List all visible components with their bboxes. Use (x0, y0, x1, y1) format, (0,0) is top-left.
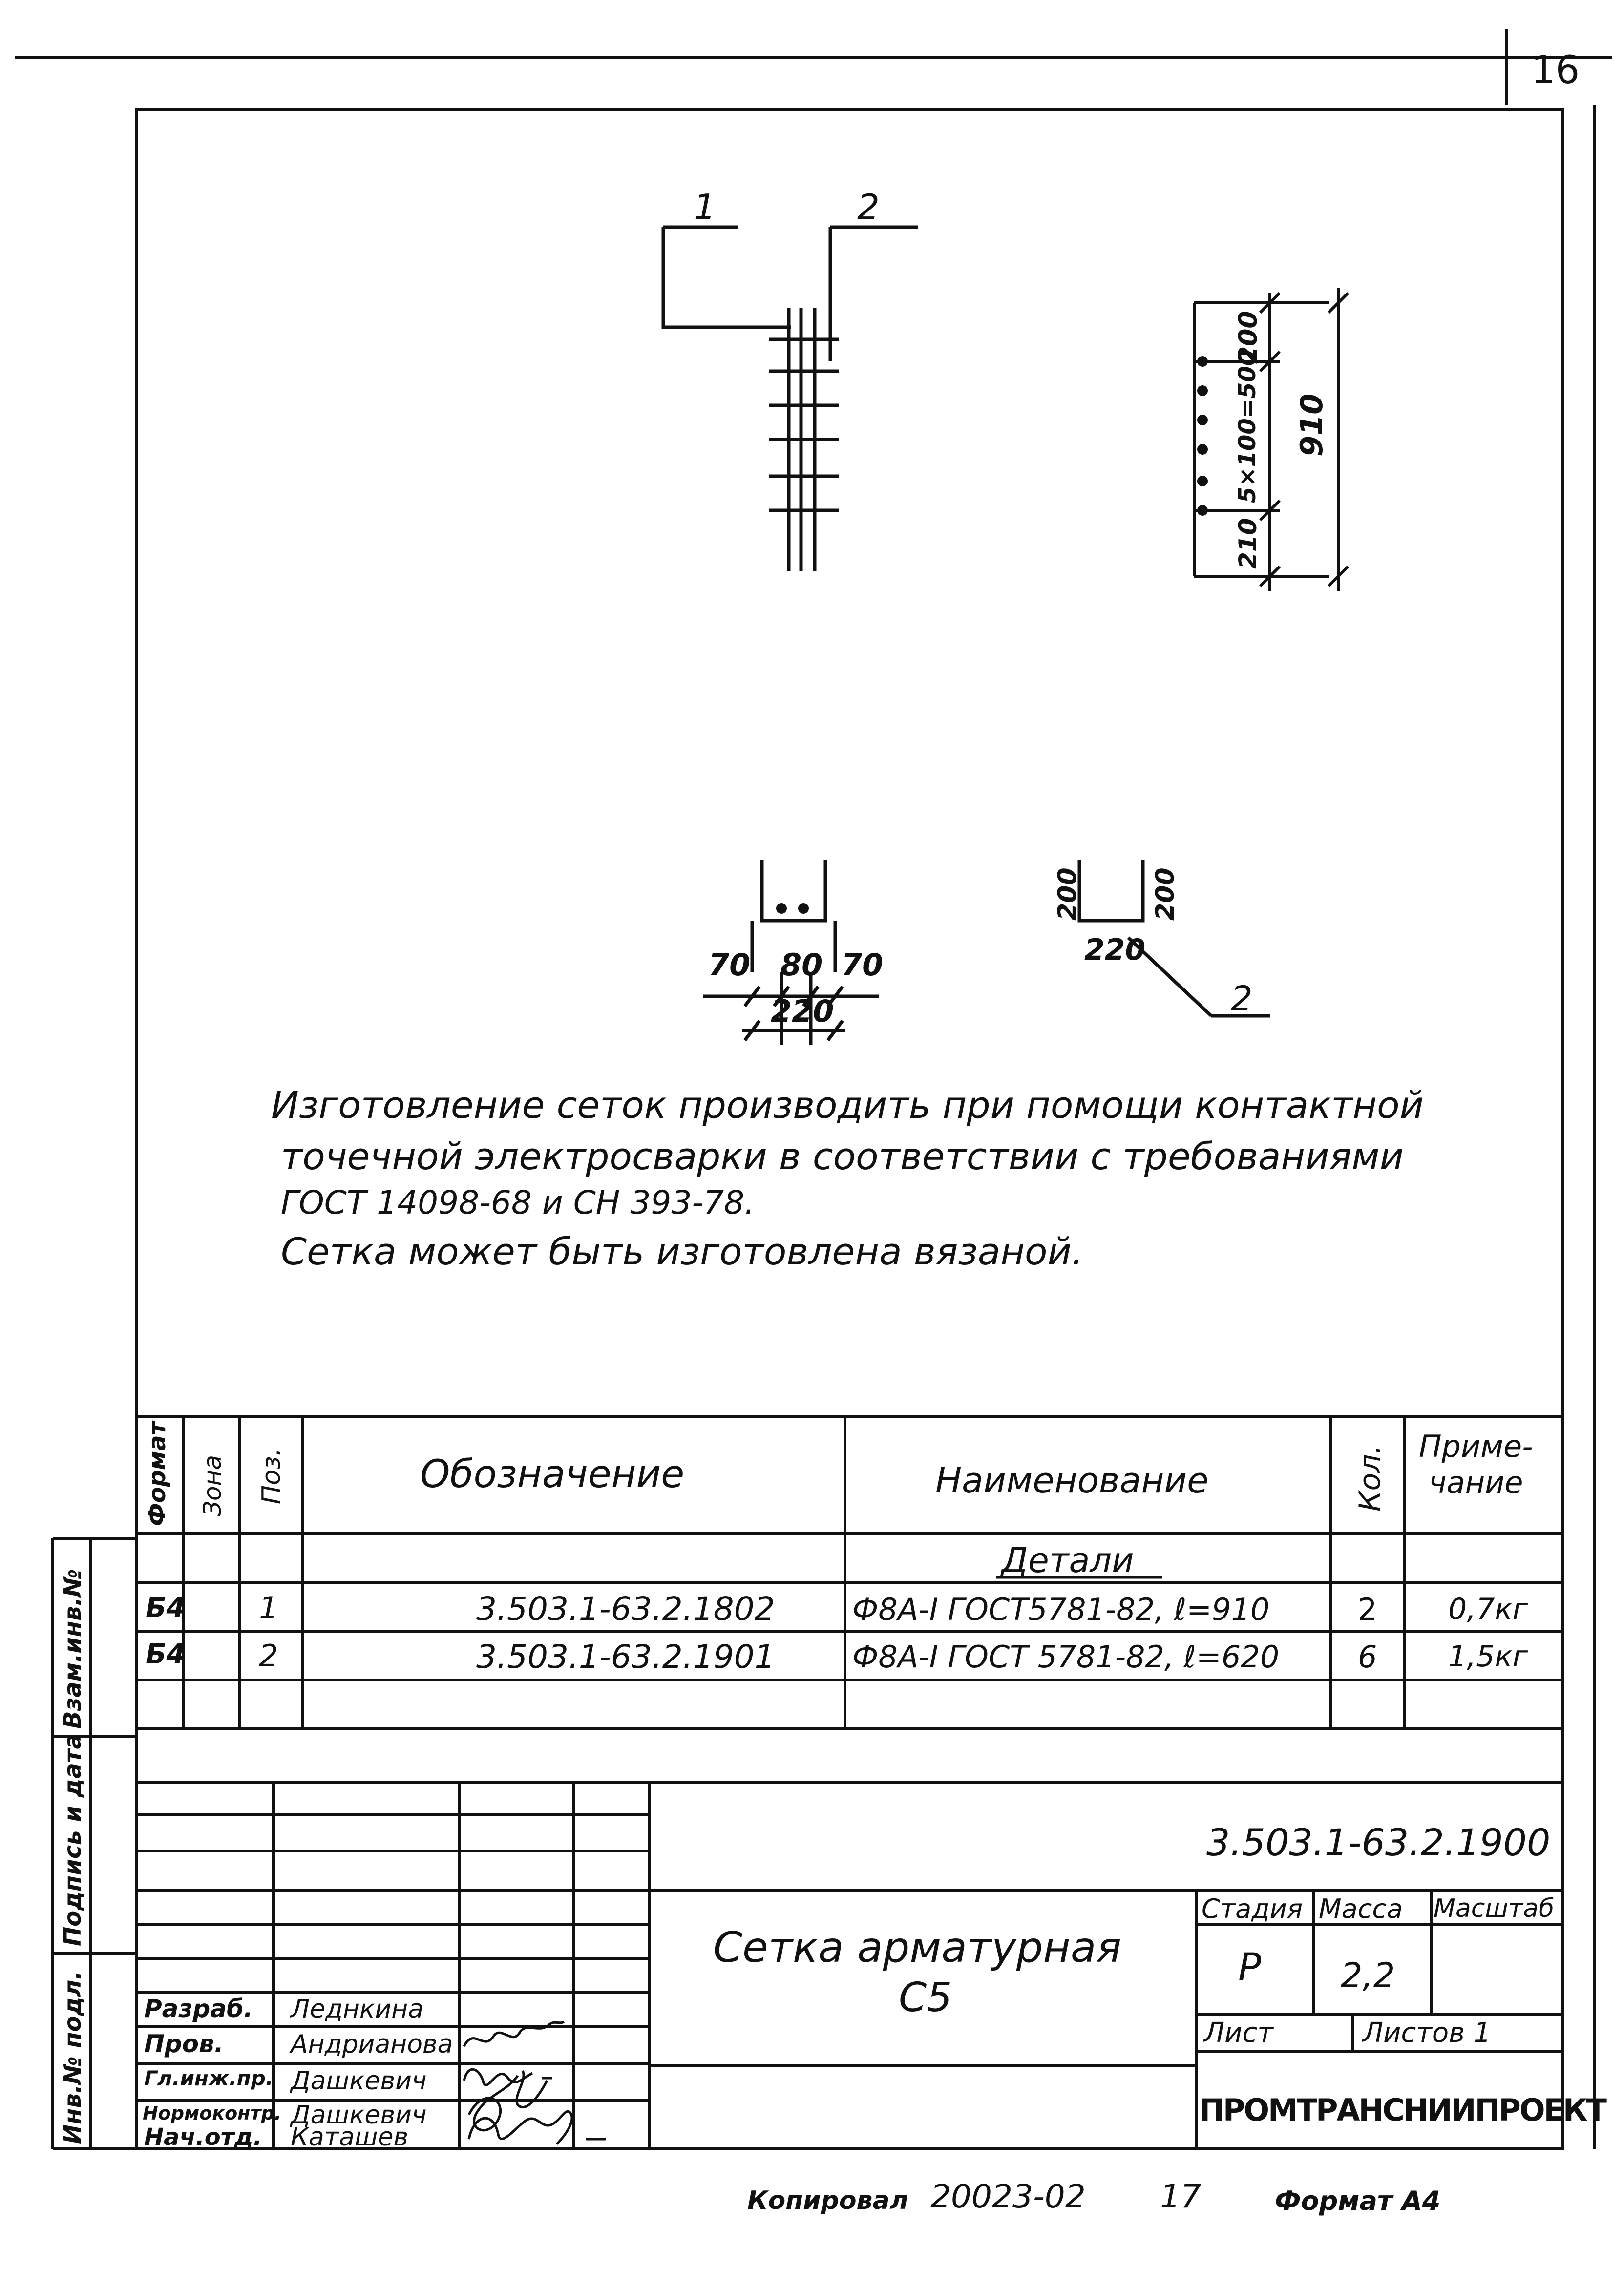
pos-label-1: 1 (694, 187, 716, 228)
signatures (464, 2022, 606, 2144)
sheet-number: 16 (1531, 48, 1580, 92)
dim-220-bottom: 220 (771, 993, 834, 1029)
side-podpis: Подпись и дата (59, 1733, 86, 1946)
rod-dots (1197, 356, 1208, 516)
mass-label: Масса (1319, 1893, 1403, 1924)
doc-title-line2: С5 (899, 1975, 952, 2021)
row1-qty: 2 (1358, 1592, 1377, 1627)
header-pos: Поз. (257, 1448, 286, 1504)
staff-role-4: Нормоконтр. (143, 2102, 282, 2124)
dim-200-top: 200 (1234, 311, 1263, 364)
dim-70-left: 70 (708, 947, 751, 983)
header-format: Формат (144, 1421, 171, 1526)
organization: ПРОМТРАНСНИИПРОЕКТ (1199, 2092, 1605, 2128)
staff-name-5: Каташев (291, 2123, 409, 2152)
row1-format: Б4 (146, 1592, 186, 1624)
row1-note: 0,7кг (1448, 1592, 1528, 1626)
staff-role-5: Нач.отд. (144, 2123, 262, 2151)
dim-210: 210 (1234, 518, 1262, 569)
row1-designation: 3.503.1-63.2.1802 (476, 1590, 775, 1628)
sheet-label: Лист (1204, 2017, 1273, 2049)
side-vzam: Взам.инв.№ (59, 1569, 86, 1729)
pos-label-2: 2 (857, 187, 880, 228)
staff-name-3: Дашкевич (291, 2066, 427, 2096)
spec-table-grid (137, 1416, 1563, 1729)
scale-label: Масштаб (1434, 1894, 1555, 1923)
header-note: Приме- чание (1419, 1429, 1533, 1501)
pos-label-2b: 2 (1231, 979, 1253, 1019)
row2-name: Ф8А-I ГОСТ 5781-82, ℓ=620 (852, 1639, 1280, 1675)
header-qty: Кол. (1353, 1445, 1387, 1512)
note-line-4: Сетка может быть изготовлена вязаной. (281, 1230, 1084, 1273)
row2-pos: 2 (259, 1638, 278, 1674)
staff-role-1: Разраб. (144, 1995, 253, 2023)
stage-value: Р (1238, 1946, 1262, 1990)
header-zone: Зона (198, 1455, 227, 1516)
dim-910: 910 (1294, 393, 1329, 457)
doc-title-line1: Сетка арматурная (713, 1923, 1122, 1972)
footer-format: Формат А4 (1275, 2186, 1441, 2216)
sheets-label: Листов 1 (1363, 2017, 1491, 2049)
dim-70-right: 70 (841, 947, 884, 983)
footer-copied: Копировал (747, 2186, 908, 2215)
row1-pos: 1 (259, 1590, 278, 1626)
dim-200-left: 200 (1053, 867, 1082, 921)
row2-qty: 6 (1358, 1639, 1377, 1675)
staff-name-1: Леднкина (291, 1995, 424, 2024)
footer-num: 17 (1160, 2178, 1201, 2215)
row2-designation: 3.503.1-63.2.1901 (476, 1638, 775, 1676)
dim-5x100: 5×100=500 (1234, 349, 1261, 503)
note-line-1: Изготовление сеток производить при помощи контактной (271, 1083, 1424, 1127)
stage-label: Стадия (1202, 1893, 1303, 1924)
row2-format: Б4 (146, 1639, 186, 1670)
staff-role-2: Пров. (144, 2030, 224, 2058)
row1-name: Ф8А-I ГОСТ5781-82, ℓ=910 (852, 1592, 1270, 1627)
mesh-plan (663, 227, 918, 571)
staff-name-2: Андрианова (291, 2030, 453, 2059)
side-inv-podl: Инв.№ подл. (59, 1971, 86, 2144)
row2-note: 1,5кг (1448, 1639, 1528, 1674)
staff-name-4: Дашкевич (291, 2101, 427, 2130)
footer-order: 20023-02 (930, 2178, 1086, 2215)
dim-80: 80 (780, 947, 823, 983)
mass-value: 2,2 (1341, 1955, 1395, 1996)
header-name: Наименование (935, 1460, 1209, 1501)
dim-220-u: 220 (1084, 933, 1146, 967)
dim-200-right: 200 (1151, 867, 1180, 921)
staff-role-3: Гл.инж.пр. (144, 2066, 274, 2090)
doc-code: 3.503.1-63.2.1900 (1206, 1821, 1551, 1864)
note-line-3: ГОСТ 14098-68 и СН 393-78. (281, 1184, 755, 1221)
section-details: Детали (1001, 1540, 1134, 1580)
note-line-2: точечной электросварки в соответствии с требованиями (281, 1135, 1404, 1178)
header-designation: Обозначение (420, 1452, 685, 1496)
